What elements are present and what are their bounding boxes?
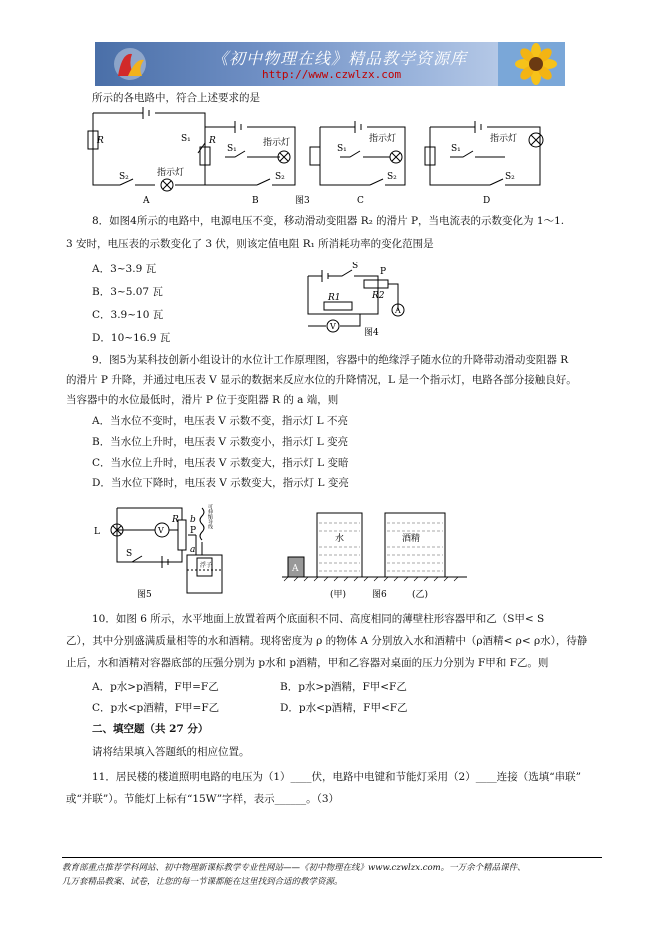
svg-text:图3: 图3 — [295, 196, 310, 206]
q9-line1: 9．图5为某科技创新小组设计的水位计工作原理图，容器中的绝缘浮子随水位的升降带动滑动变阻器 R — [92, 354, 569, 366]
svg-text:C: C — [357, 196, 364, 206]
svg-text:图6: 图6 — [372, 590, 387, 600]
q10-option-c: C．p水<p酒精，F甲=F乙 — [92, 702, 220, 714]
q8-line1: 8．如图4所示的电路中，电源电压不变，移动滑动变阻器 R₂ 的滑片 P，当电流表的示数变化为 1～1. — [92, 215, 565, 227]
q8-option-c: C．3.9~10 瓦 — [92, 309, 164, 321]
footer-divider — [62, 857, 602, 858]
footer-line1: 教育部重点推荐学科网站、初中物理新课标教学专业性网站——《初中物理在线》www.czwlzx.com。一万余个精品课件、 — [62, 863, 526, 873]
svg-text:S₁: S₁ — [451, 144, 461, 154]
q8-option-b: B．3~5.07 瓦 — [92, 286, 163, 298]
q8-line2: 3 安时，电压表的示数变化了 3 伏，则该定值电阻 R₁ 所消耗功率的变化范围是 — [66, 238, 434, 250]
q9-option-b: B．当水位上升时，电压表 V 示数变小，指示灯 L 变亮 — [92, 436, 349, 448]
svg-text:指示灯: 指示灯 — [369, 134, 397, 144]
svg-text:V: V — [330, 322, 336, 331]
svg-text:R: R — [209, 136, 216, 146]
svg-text:S₂: S₂ — [275, 172, 285, 182]
svg-text:指示灯: 指示灯 — [157, 168, 185, 178]
q9-option-a: A．当水位不变时，电压表 V 示数不变，指示灯 L 不亮 — [92, 415, 348, 427]
q10-option-a: A．p水>p酒精，F甲=F乙 — [92, 681, 219, 693]
svg-text:S: S — [352, 262, 359, 271]
sunflower-icon — [498, 42, 565, 86]
svg-text:可伸缩导线: 可伸缩导线 — [207, 504, 213, 529]
svg-text:图4: 图4 — [364, 328, 379, 338]
figure-4-circuit — [300, 262, 410, 342]
footer-line2: 几万套精品教案、试卷，让您的每一节课都能在这里找到合适的教学资源。 — [62, 877, 343, 887]
section-2-title: 二、填空题（共 27 分） — [92, 723, 209, 735]
banner-url: http://www.czwlzx.com — [262, 68, 402, 81]
svg-text:A: A — [395, 306, 401, 315]
svg-text:A: A — [292, 564, 299, 574]
svg-text:B: B — [252, 196, 259, 206]
svg-text:S₂: S₂ — [505, 172, 515, 182]
figure-6-containers — [282, 505, 472, 603]
svg-text:R: R — [97, 136, 104, 146]
q9-option-d: D．当水位下降时，电压表 V 示数变大，指示灯 L 变亮 — [92, 477, 349, 489]
svg-text:D: D — [483, 196, 491, 206]
figure-3-circuits — [85, 105, 560, 207]
figure-5-water-level — [92, 500, 232, 600]
svg-text:b: b — [190, 515, 196, 525]
svg-text:S₁: S₁ — [181, 134, 191, 144]
q10-option-b: B．p水>p酒精，F甲<F乙 — [280, 681, 407, 693]
svg-text:(甲): (甲) — [330, 590, 347, 600]
q11-line1: 11．居民楼的楼道照明电路的电压为（1）____伏，电路中电键和节能灯采用（2）____连接（选填“串联” — [92, 771, 581, 783]
section-2-instruction: 请将结果填入答题纸的相应位置。 — [92, 746, 250, 758]
svg-text:R1: R1 — [328, 293, 341, 303]
q7-intro: 所示的各电路中，符合上述要求的是 — [92, 92, 260, 104]
q10-option-d: D．p水<p酒精，F甲<F乙 — [280, 702, 408, 714]
svg-text:指示灯: 指示灯 — [263, 138, 291, 148]
banner-title: 《初中物理在线》精品教学资源库 — [212, 49, 468, 68]
svg-text:L: L — [94, 527, 100, 537]
svg-text:S₂: S₂ — [119, 172, 129, 182]
q8-option-d: D．10~16.9 瓦 — [92, 332, 171, 344]
svg-text:a: a — [190, 545, 196, 555]
svg-text:A: A — [143, 196, 150, 206]
svg-text:S₂: S₂ — [387, 172, 397, 182]
svg-text:图5: 图5 — [137, 590, 152, 600]
q9-option-c: C．当水位上升时，电压表 V 示数变大，指示灯 L 变暗 — [92, 457, 349, 469]
q8-option-a: A．3~3.9 瓦 — [92, 263, 157, 275]
q9-line2: 的滑片 P 升降，并通过电压表 V 显示的数据来反应水位的升降情况，L 是一个指示灯，电路各部分接触良好。 — [66, 374, 577, 386]
svg-text:R2: R2 — [372, 291, 385, 301]
svg-text:S: S — [126, 549, 133, 559]
q10-line3: 止后，水和酒精对容器底部的压强分别为 p水和 p酒精，甲和乙容器对桌面的压力分别为 F甲和 F乙。则 — [66, 657, 549, 669]
q11-line2: 或“并联”）。节能灯上标有“15W”字样，表示______。（3） — [66, 793, 339, 805]
svg-text:P: P — [190, 526, 197, 536]
svg-text:(乙): (乙) — [412, 590, 429, 600]
svg-text:S₁: S₁ — [337, 144, 347, 154]
q10-line1: 10．如图 6 所示，水平地面上放置着两个底面积不同、高度相同的薄壁柱形容器甲和乙（S甲< S — [92, 613, 545, 625]
svg-text:S₁: S₁ — [227, 144, 237, 154]
svg-text:酒精: 酒精 — [402, 534, 421, 544]
svg-text:水: 水 — [335, 534, 345, 544]
q9-line3: 当容器中的水位最低时，滑片 P 位于变阻器 R 的 a 端，则 — [66, 394, 339, 406]
svg-text:浮子: 浮子 — [200, 562, 213, 569]
svg-text:指示灯: 指示灯 — [490, 134, 518, 144]
logo-icon — [100, 44, 160, 84]
q10-line2: 乙），其中分别盛满质量相等的水和酒精。现将密度为 ρ 的物体 A 分别放入水和酒精中（ρ酒精< ρ< ρ水），待静 — [66, 635, 588, 647]
svg-text:P: P — [380, 267, 387, 277]
svg-text:V: V — [158, 526, 164, 535]
svg-text:R: R — [172, 515, 179, 525]
